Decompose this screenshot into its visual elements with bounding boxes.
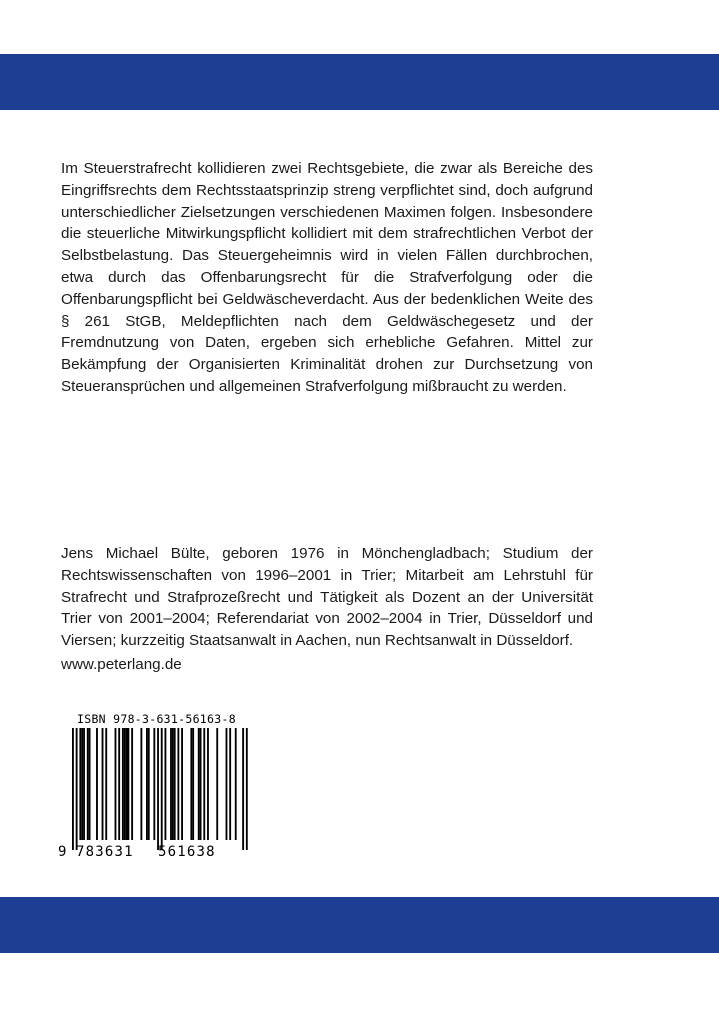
barcode-bar — [226, 728, 228, 840]
barcode-bar — [81, 728, 83, 840]
barcode-bar — [79, 728, 81, 840]
barcode-bar — [200, 728, 202, 840]
barcode-bar — [72, 728, 74, 850]
barcode-bar — [148, 728, 150, 840]
barcode-bar — [89, 728, 91, 840]
barcode-digit-first: 9 — [58, 844, 67, 858]
bottom-color-band — [0, 897, 719, 953]
barcode-bar — [83, 728, 85, 840]
barcode-bar — [198, 728, 200, 840]
barcode-bar — [165, 728, 167, 840]
barcode-bar — [161, 728, 163, 850]
barcode-digits-left: 783631 — [76, 844, 134, 858]
ean13-barcode-graphic — [58, 728, 250, 858]
barcode-bar — [122, 728, 124, 840]
barcode-bar — [177, 728, 179, 840]
barcode-bar — [229, 728, 231, 840]
barcode-bar — [207, 728, 209, 840]
barcode-bar — [140, 728, 142, 840]
author-biography: Jens Michael Bülte, geboren 1976 in Mönchengladbach; Studium der Rechtswissenschaften von 1996–2001 in Trier; Mitarbeit am Lehrstuhl für Strafrecht und Strafprozeßrecht und Tätigkeit als Dozent an der Universität Trier von 2001–2004; Referendariat von 2002–2004 in Trier, Düsseldorf und Viersen; kurzzeitig Staatsanwalt in Aachen, nun Rechtsanwalt in Düsseldorf. — [61, 545, 593, 650]
publisher-website: www.peterlang.de — [61, 656, 182, 673]
barcode-bar — [192, 728, 194, 840]
barcode-bar — [87, 728, 89, 840]
barcode-digits-right: 561638 — [158, 844, 216, 858]
isbn-label: ISBN 978-3-631-56163-8 — [77, 712, 236, 726]
barcode-bar — [246, 728, 248, 850]
barcode-bar — [76, 728, 78, 850]
book-blurb: Im Steuerstrafrecht kollidieren zwei Rechtsgebiete, die zwar als Bereiche des Eingriffsrechts dem Rechtsstaatsprinzip streng verpflichtet sind, doch aufgrund unterschiedlicher Zielsetzungen verschiedenen Maximen folgen. Insbesondere die steuerliche Mitwirkungspflicht kollidiert mit dem strafrechtlichen Verbot der Selbstbelastung. Das Steuergeheimnis wird in vielen Fällen durchbrochen, etwa durch das Offenbarungsrecht für die Strafverfolgung oder die Offenbarungspflicht bei Geldwäscheverdacht. Aus der bedenklichen Weite des § 261 StGB, Meldepflichten nach dem Geldwäschegesetz und der Fremdnutzung von Daten, ergeben sich erhebliche Gefahren. Mittel zur Bekämpfung der Organisierten Kriminalität drohen zur Durchsetzung von Steueransprüchen und allgemeinen Strafverfolgung mißbraucht zu werden. — [61, 160, 593, 395]
barcode-bar — [235, 728, 237, 840]
barcode-bar — [153, 728, 155, 840]
barcode-bar — [124, 728, 126, 840]
barcode-bar — [216, 728, 218, 840]
barcode-bars — [72, 728, 248, 850]
barcode-bar — [242, 728, 244, 850]
barcode-bar — [102, 728, 104, 840]
barcode-bar — [96, 728, 98, 840]
barcode-bar — [118, 728, 120, 840]
barcode-bar — [105, 728, 107, 840]
barcode-bar — [174, 728, 176, 840]
barcode-bar — [126, 728, 128, 840]
barcode-bar — [170, 728, 172, 840]
top-color-band — [0, 54, 719, 110]
barcode-bar — [203, 728, 205, 840]
barcode-bar — [172, 728, 174, 840]
barcode-bar — [181, 728, 183, 840]
barcode-bar — [146, 728, 148, 840]
barcode-bar — [115, 728, 117, 840]
barcode-bar — [131, 728, 133, 840]
isbn-barcode — [58, 712, 250, 858]
barcode-bar — [190, 728, 192, 840]
barcode-bar — [157, 728, 159, 850]
barcode-bar — [128, 728, 130, 840]
